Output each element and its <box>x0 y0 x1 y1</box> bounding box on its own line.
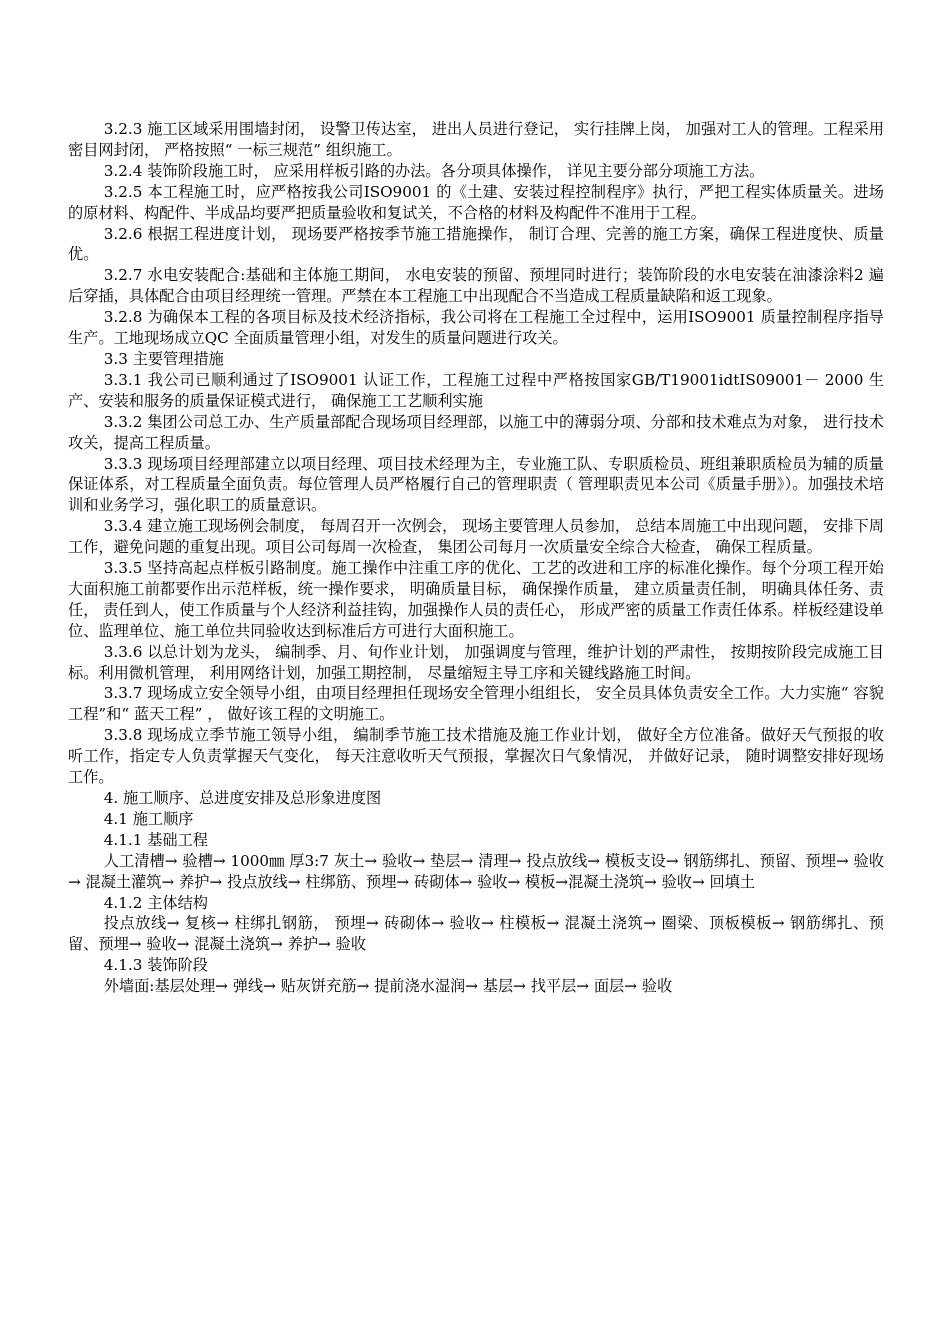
paragraph-3-2-3: 3.2.3 施工区域采用围墙封闭， 设警卫传达室， 进出人员进行登记， 实行挂牌上岗， 加强对工人的管理。工程采用密目网封闭， 严格按照“ 一标三规范” 组织施工。 <box>68 120 884 159</box>
process-flow-main-structure: 投点放线→ 复核→ 柱绑扎钢筋， 预埋→ 砖砌体→ 验收→ 柱模板→ 混凝土浇筑→ 圈梁、顶板模板→ 钢筋绑扎、预留、预埋→ 验收→ 混凝土浇筑→ 养护→ 验收 <box>68 914 884 954</box>
paragraph-3-2-5: 3.2.5 本工程施工时，应严格按我公司ISO9001 的《土建、安装过程控制程序》执行，严把工程实体质量关。进场的原材料、构配件、半成品均要严把质量验收和复试关，不合格的材料及构配件不准用于工程。 <box>68 182 884 222</box>
paragraph-3-3-6: 3.3.6 以总计划为龙头， 编制季、月、旬作业计划， 加强调度与管理，维护计划的严肃性， 按期按阶段完成施工目标。利用微机管理， 利用网络计划，加强工期控制， 尽量缩短主导工序和关键线路施工时间。 <box>68 642 884 682</box>
paragraph-3-2-4: 3.2.4 装饰阶段施工时， 应采用样板引路的办法。各分项具体操作， 详见主要分部分项施工方法。 <box>103 161 765 180</box>
paragraph-3-3-1: 3.3.1 我公司已顺利通过了ISO9001 认证工作，工程施工过程中严格按国家GB/T19001idtIS09001－ 2000 生产、安装和服务的质量保证模式进行， 确保施工工艺顺利实施 <box>68 370 884 410</box>
paragraph-3-2-8: 3.2.8 为确保本工程的各项目标及技术经济指标，我公司将在工程施工全过程中，运用ISO9001 质量控制程序指导生产。工地现场成立QC 全面质量管理小组，对发生的质量问题进行攻关。 <box>68 308 884 348</box>
section-heading-4: 4. 施工顺序、总进度安排及总形象进度图 <box>103 789 382 807</box>
process-flow-exterior-wall: 外墙面:基层处理→ 弹线→ 贴灰饼充筋→ 提前浇水湿润→ 基层→ 找平层→ 面层→ 验收 <box>103 977 673 996</box>
paragraph-3-3-3: 3.3.3 现场项目经理部建立以项目经理、项目技术经理为主，专业施工队、专职质检员、班组兼职质检员为辅的质量保证体系，对工程质量全面负责。每位管理人员严格履行自己的管理职责（ 管理职责见本公司《质量手册》）。加强技术培训和业务学习，强化职工的质量意识。 <box>68 454 884 515</box>
paragraph-3-3-2: 3.3.2 集团公司总工办、生产质量部配合现场项目经理部，以施工中的薄弱分项、分部和技术难点为对象， 进行技术攻关，提高工程质量。 <box>68 412 884 452</box>
document-body <box>68 119 884 997</box>
section-heading-4-1: 4.1 施工顺序 <box>103 809 194 828</box>
section-heading-3-3: 3.3 主要管理措施 <box>103 349 224 368</box>
paragraph-3-2-7: 3.2.7 水电安装配合:基础和主体施工期间， 水电安装的预留、预埋同时进行；装饰阶段的水电安装在油漆涂料2 遍后穿插，具体配合由项目经理统一管理。严禁在本工程施工中出现配合不当造成工程质量缺陷和返工现象。 <box>68 266 884 306</box>
paragraph-3-2-6: 3.2.6 根据工程进度计划， 现场要严格按季节施工措施操作， 制订合理、完善的施工方案，确保工程进度快、质量优。 <box>68 224 884 264</box>
paragraph-3-3-4: 3.3.4 建立施工现场例会制度， 每周召开一次例会， 现场主要管理人员参加， 总结本周施工中出现问题， 安排下周工作，避免问题的重复出现。项目公司每周一次检查， 集团公司每月一次质量安全综合大检查， 确保工程质量。 <box>68 517 884 557</box>
process-flow-foundation: 人工清槽→ 验槽→ 1000㎜ 厚3:7 灰土→ 验收→ 垫层→ 清理→ 投点放线→ 模板支设→ 钢筋绑扎、预留、预埋→ 验收→ 混凝土灌筑→ 养护→ 投点放线→ 柱绑筋、预埋→ 砖砌体→ 验收→ 模板→混凝土浇筑→ 验收→ 回填土 <box>68 851 884 891</box>
paragraph-3-3-7: 3.3.7 现场成立安全领导小组，由项目经理担任现场安全管理小组组长， 安全员具体负责安全工作。大力实施“ 容貌工程”和“ 蓝天工程” ， 做好该工程的文明施工。 <box>68 684 884 724</box>
section-heading-4-1-2: 4.1.2 主体结构 <box>103 893 208 912</box>
section-heading-4-1-3: 4.1.3 装饰阶段 <box>103 956 208 975</box>
paragraph-3-3-8: 3.3.8 现场成立季节施工领导小组， 编制季节施工技术措施及施工作业计划， 做好全方位准备。做好天气预报的收听工作，指定专人负责掌握天气变化， 每天注意收听天气预报，掌握次日气象情况， 并做好记录， 随时调整安排好现场工作。 <box>68 726 884 787</box>
section-heading-4-1-1: 4.1.1 基础工程 <box>103 830 208 849</box>
paragraph-3-3-5: 3.3.5 坚持高起点样板引路制度。施工操作中注重工序的优化、工艺的改进和工序的标准化操作。每个分项工程开始大面积施工前都要作出示范样板，统一操作要求， 明确质量目标， 确保操作质量， 建立质量责任制， 明确具体任务、责任， 责任到人，使工作质量与个人经济利益挂钩，加强操作人员的责任心， 形成严密的质量工作责任体系。样板经建设单位、监理单位、施工单位共同验收达到标准后方可进行大面积施工。 <box>68 559 884 640</box>
